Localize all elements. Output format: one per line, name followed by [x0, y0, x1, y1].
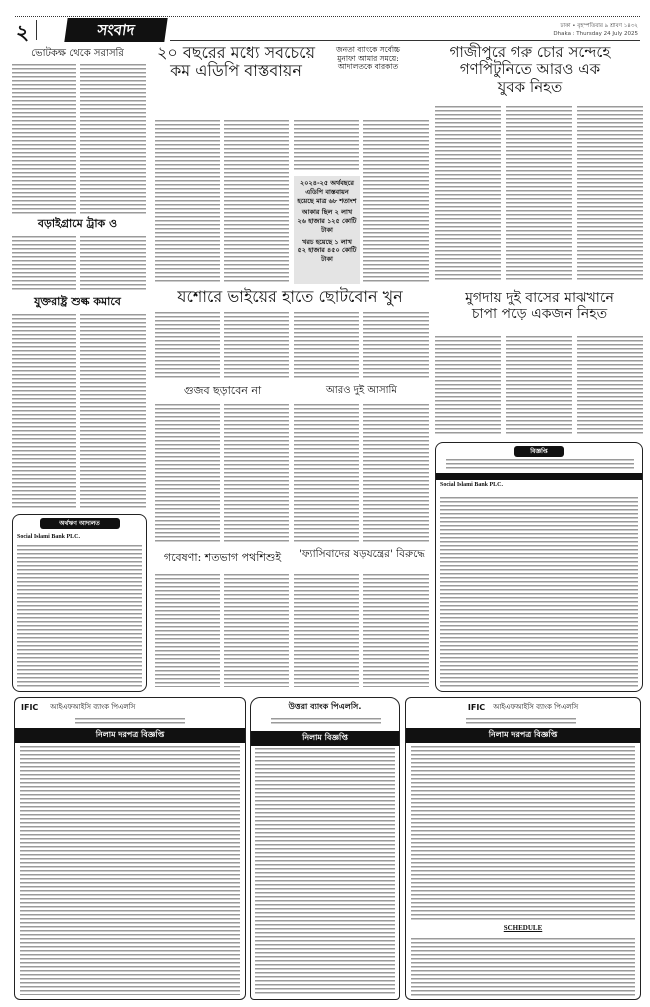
article-text	[294, 574, 359, 687]
notice-text	[440, 497, 638, 687]
headline-jessore: যশোরে ভাইয়ের হাতে ছোটবোন খুন	[177, 287, 403, 306]
logo: সংবাদ	[64, 18, 167, 42]
article-text	[363, 312, 429, 380]
headline-line: গাজীপুরে গরু চোর সন্দেহে	[449, 43, 611, 61]
headline-line: চাপা পড়ে একজন নিহত	[471, 306, 608, 323]
notice-label: বিজ্ঞপ্তি	[514, 446, 564, 457]
headline-gazipur	[412, 44, 648, 96]
headline-accused: আরও দুই আসামি	[326, 385, 397, 396]
headline-mugda	[432, 290, 647, 322]
headline-line: মুগদায় দুই বাসের মাঝখানে	[465, 290, 614, 306]
court-notice-left	[12, 514, 147, 692]
infobox-heading: ২০২৪-২৫ অর্থবছরে এডিপি বাস্তবায়ন হয়েছে মাত্র ৬৮ শতাংশ	[297, 179, 357, 205]
bank-name: উত্তরা ব্যাংক পিএলসি.	[288, 702, 362, 711]
article-text	[506, 336, 572, 436]
notice-label: অর্থঋণ আদালত	[40, 518, 120, 529]
article-text	[577, 336, 643, 436]
article-text	[155, 404, 220, 544]
date-bengali: ঢাকা • বৃহস্পতিবার ৯ শ্রাবণ ১৪৩২	[560, 23, 638, 29]
bank-name: আইএফআইসি ব্যাংক পিএলসি	[50, 703, 136, 711]
ad-text	[411, 938, 635, 996]
headline-truck: বড়াইগ্রামে ট্রাক ও	[37, 217, 118, 230]
article-text	[224, 404, 289, 544]
ad-text	[466, 718, 576, 724]
ad-title: নিলাম দরপত্র বিজ্ঞপ্তি	[406, 728, 640, 743]
bank-name: আইএফআইসি ব্যাংক পিএলসি	[493, 703, 579, 711]
notice-text	[446, 459, 634, 469]
headline-research: গবেষণা: শতভাগ পথশিশুই	[163, 551, 282, 564]
article-text	[12, 64, 76, 214]
notice-bank: Social Islami Bank PLC.	[440, 482, 504, 488]
article-text	[155, 120, 220, 284]
ific-logo: IFIC	[21, 702, 39, 712]
divider	[36, 20, 37, 40]
ad-text	[411, 746, 635, 920]
headline-adp	[150, 44, 322, 81]
headline-line: গণপিটুনিতে আরও এক	[459, 60, 601, 79]
article-text	[12, 314, 76, 509]
dateline	[553, 22, 638, 39]
article-text	[224, 120, 289, 284]
headline-voting: ভোটকক্ষ থেকে সরাসরি	[31, 48, 124, 59]
ad-text	[20, 746, 240, 995]
article-text	[294, 120, 359, 172]
page-number: ২	[16, 20, 30, 44]
ad-text	[75, 718, 185, 724]
ific-logo: IFIC	[467, 702, 486, 712]
ad-text	[255, 748, 395, 994]
article-text	[506, 106, 572, 282]
headline-line: ২০ বছরের মধ্যে সবচেয়ে	[156, 43, 315, 62]
article-text	[294, 404, 359, 544]
top-rule	[15, 16, 640, 17]
schedule-heading: SCHEDULE	[503, 924, 543, 932]
article-text	[12, 236, 76, 292]
headline-line: যুবক নিহত	[497, 77, 563, 96]
headline-rumor: গুজব ছড়াবেন না	[183, 384, 262, 397]
ific-auction-ad-left	[14, 697, 246, 1000]
headline-tariff: যুক্তরাষ্ট্র শুল্ক কমাবে	[34, 295, 121, 308]
article-text	[294, 312, 359, 380]
article-text	[363, 404, 429, 544]
adp-infobox	[294, 176, 360, 284]
infobox-size: আকার ছিল ২ লাখ ২৬ হাজার ১২৫ কোটি টাকা	[297, 208, 357, 234]
article-text	[80, 236, 146, 292]
headline-line: কম এডিপি বাস্তবায়ন	[170, 61, 302, 81]
ific-auction-ad-right	[405, 697, 641, 1000]
notice-bank: Social Islami Bank PLC.	[17, 534, 81, 540]
notice-bar	[436, 473, 642, 480]
article-text	[224, 312, 289, 380]
article-text	[435, 336, 501, 436]
article-text	[155, 574, 220, 687]
header-rule	[170, 40, 640, 41]
headline-fascism: 'ফ্যাসিবাদের ষড়যন্ত্রের' বিরুদ্ধে	[299, 548, 425, 560]
article-text	[155, 312, 220, 380]
headline-janata: জনতা ব্যাংকে সর্বোচ্চ মুনাফা আমার সময়ে: আদালতকে বারকাত	[335, 45, 401, 72]
ad-title: নিলাম দরপত্র বিজ্ঞপ্তি	[15, 728, 245, 743]
date-english: Dhaka : Thursday 24 July 2025	[553, 31, 638, 38]
ad-title: নিলাম বিজ্ঞপ্তি	[251, 731, 399, 746]
infobox-spent: খরচ হয়েছে ১ লাখ ৫২ হাজার ৪৫০ কোটি টাকা	[297, 237, 357, 264]
article-text	[577, 106, 643, 282]
article-text	[80, 314, 146, 509]
uttara-auction-ad	[250, 697, 400, 1000]
article-text	[363, 120, 429, 284]
court-notice-right	[435, 442, 643, 692]
notice-text	[17, 545, 142, 687]
article-text	[363, 574, 429, 687]
article-text	[224, 574, 289, 687]
ad-text	[271, 718, 381, 724]
article-text	[435, 106, 501, 282]
article-text	[80, 64, 146, 214]
